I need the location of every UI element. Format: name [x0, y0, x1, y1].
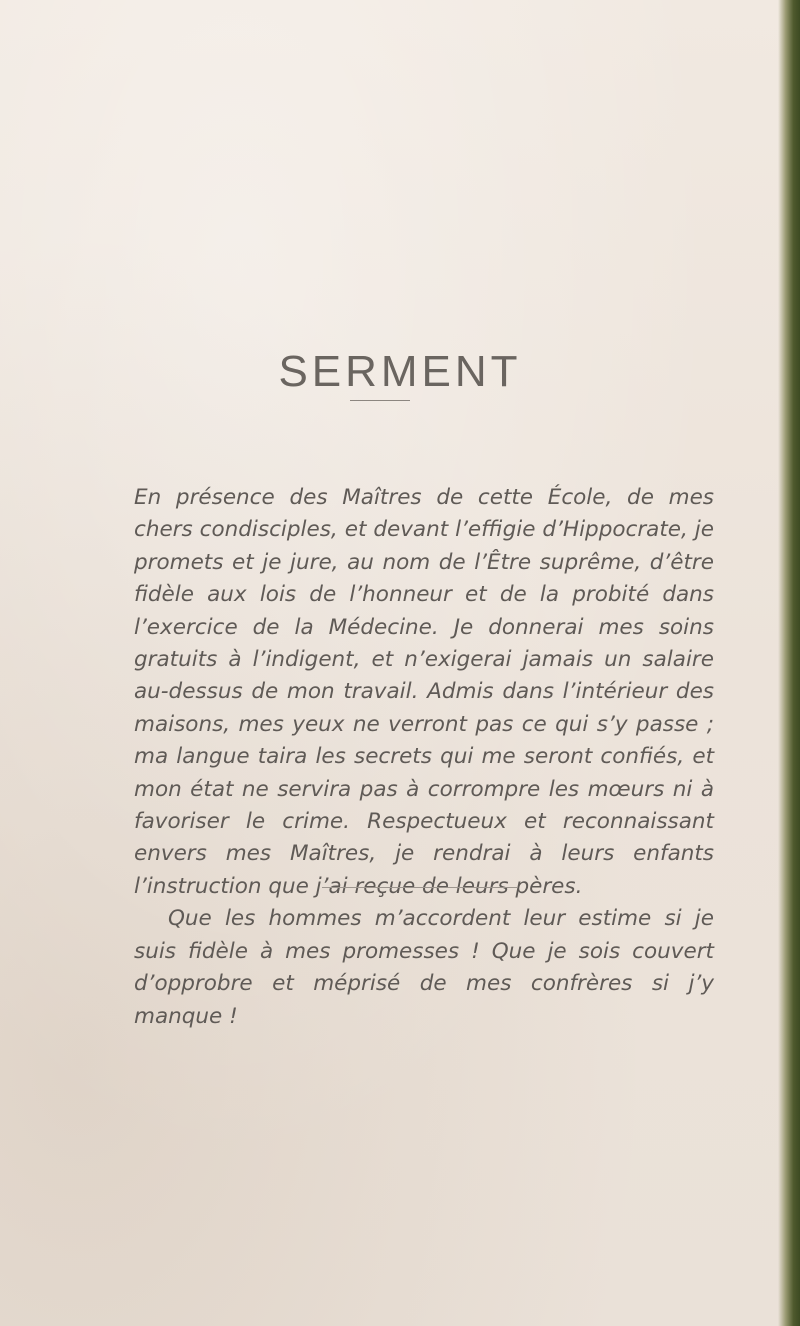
oath-text [134, 482, 714, 1033]
closing-divider [322, 887, 518, 888]
page-edge-shadow [778, 0, 800, 1326]
oath-paragraph-1: En présence des Maîtres de cette École, de mes chers condisciples, et devant l’effigie d’Hippocrate, je promets et je jure, au nom de l’Être suprême, d’être fidèle aux lois de l’honneur et de la probité dans l’exercice de la Médecine. Je donnerai mes soins gratuits à l’indigent, et n’exigerai jamais un salaire au-dessus de mon travail. Admis dans l’intérieur des maisons, mes yeux ne verront pas ce qui s’y passe ; ma langue taira les secrets qui me seront confiés, et mon état ne servira pas à corrompre les mœurs ni à favoriser le crime. Respectueux et reconnaissant envers mes Maîtres, je rendrai à leurs enfants l’instruction que j’ai reçue de leurs pères. [134, 485, 714, 899]
oath-paragraph-2: Que les hommes m’accordent leur estime si je suis fidèle à mes promesses ! Que je sois couvert d’opprobre et méprisé de mes confrères si j’y manque ! [134, 906, 714, 1029]
title-divider [350, 400, 410, 401]
document-title: SERMENT [278, 347, 522, 397]
